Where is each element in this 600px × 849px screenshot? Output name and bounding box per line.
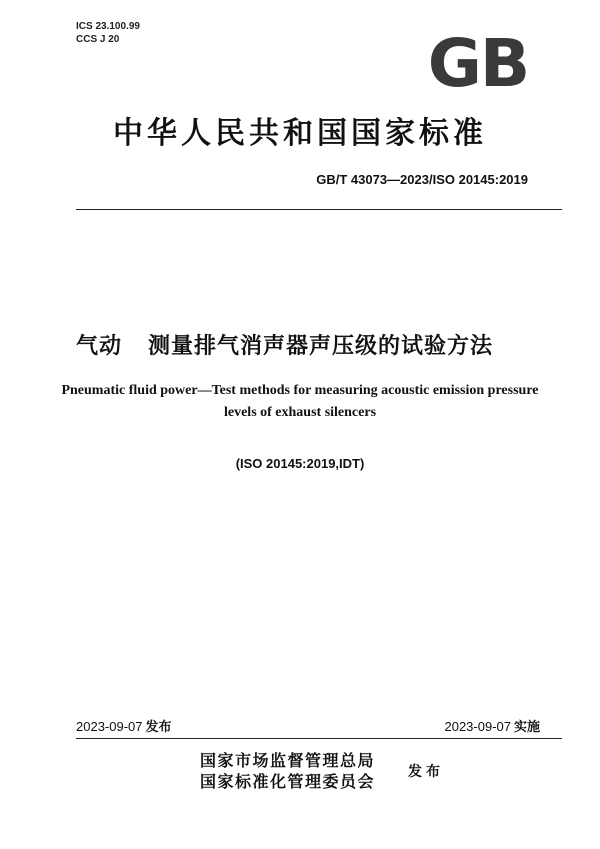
issuing-authorities <box>200 750 375 792</box>
english-title-line2: levels of exhaust silencers <box>223 405 377 420</box>
footer-divider <box>76 738 562 739</box>
issue-date: 2023-09-07 <box>76 719 143 734</box>
issuer-samr: 国家市场监督管理总局 <box>200 751 376 770</box>
english-title <box>60 380 540 424</box>
ccs-code: CCS J 20 <box>76 34 120 45</box>
issue-label: 发布 <box>145 720 172 735</box>
issue-date-block <box>76 716 172 735</box>
chinese-title-part2: 测量排气消声器声压级的试验方法 <box>148 334 494 359</box>
gb-logo-text: GB <box>427 30 529 92</box>
gb-logo-graphic <box>418 30 538 92</box>
gb-logo <box>418 30 538 92</box>
implementation-label: 实施 <box>513 720 540 735</box>
chinese-title <box>76 329 493 360</box>
country-standard-title: 中华人民共和国国家标准 <box>113 116 487 151</box>
english-title-line1: Pneumatic fluid power—Test methods for measuring acoustic emission pressure <box>61 383 539 398</box>
classification-codes <box>76 20 140 46</box>
standard-number: GB/T 43073—2023/ISO 20145:2019 <box>316 172 528 187</box>
publish-label: 发布 <box>408 764 444 780</box>
chinese-title-part1: 气动 <box>76 334 123 359</box>
iso-equivalence: (ISO 20145:2019,IDT) <box>235 456 365 471</box>
implementation-date: 2023-09-07 <box>444 719 511 734</box>
header-divider <box>76 209 562 210</box>
implementation-date-block <box>444 716 540 735</box>
ics-code: ICS 23.100.99 <box>76 21 140 32</box>
issuer-sac: 国家标准化管理委员会 <box>200 772 376 791</box>
